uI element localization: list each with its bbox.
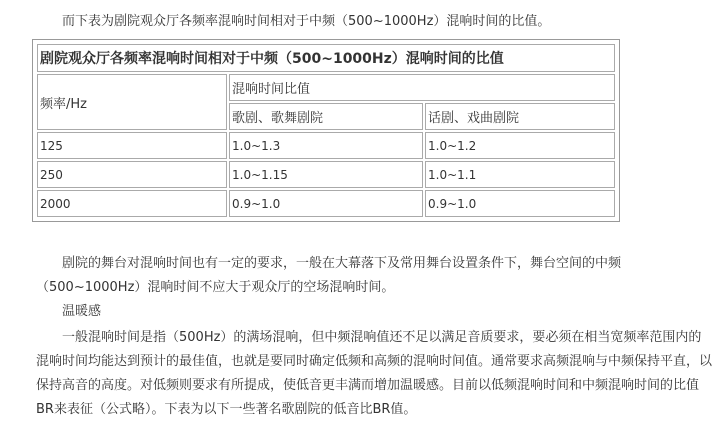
intro-text: 而下表为剧院观众厅各频率混响时间相对于中频（500~1000Hz）混响时间的比值。 [62,14,551,29]
frequency-header: 频率/Hz [37,74,227,130]
warmth-heading: 温暖感 [62,304,102,319]
freq-cell: 2000 [37,190,227,217]
stage-paragraph: 剧院的舞台对混响时间也有一定的要求，一般在大幕落下及常用舞台设置条件下，舞台空间的中频（500~1000Hz）混响时间不应大于观众厅的空场混响时间。 [36,256,622,295]
drama-ratio-cell: 1.0~1.1 [425,161,615,188]
ratio-header: 混响时间比值 [229,74,615,101]
freq-cell: 250 [37,161,227,188]
freq-cell: 125 [37,132,227,159]
drama-header: 话剧、戏曲剧院 [425,103,615,130]
opera-header: 歌剧、歌舞剧院 [229,103,423,130]
table-row [37,161,615,188]
table-row [37,132,615,159]
drama-ratio-cell: 0.9~1.0 [425,190,615,217]
opera-ratio-cell: 0.9~1.0 [229,190,423,217]
table-row [37,190,615,217]
warmth-paragraph: 一般混响时间是指（500Hz）的满场混响，但中频混响值还不足以满足音质要求，要必须在相当宽频率范围内的混响时间均能达到预计的最佳值，也就是要同时确定低频和高频的混响时间值。通常要求高频混响与中频保持平直，以保持高音的高度。对低频则要求有所提成，使低音更丰满而增加温暖感。目前以低频混响时间和中频混响时间的比值BR来表征（公式略）。下表为以下一些著名歌剧院的低音比BR值。 [36,330,713,417]
ratio-table-grid [35,42,617,219]
opera-ratio-cell: 1.0~1.3 [229,132,423,159]
table-caption: 剧院观众厅各频率混响时间相对于中频（500~1000Hz）混响时间的比值 [37,44,615,72]
reverberation-ratio-table [32,39,620,222]
drama-ratio-cell: 1.0~1.2 [425,132,615,159]
opera-ratio-cell: 1.0~1.15 [229,161,423,188]
